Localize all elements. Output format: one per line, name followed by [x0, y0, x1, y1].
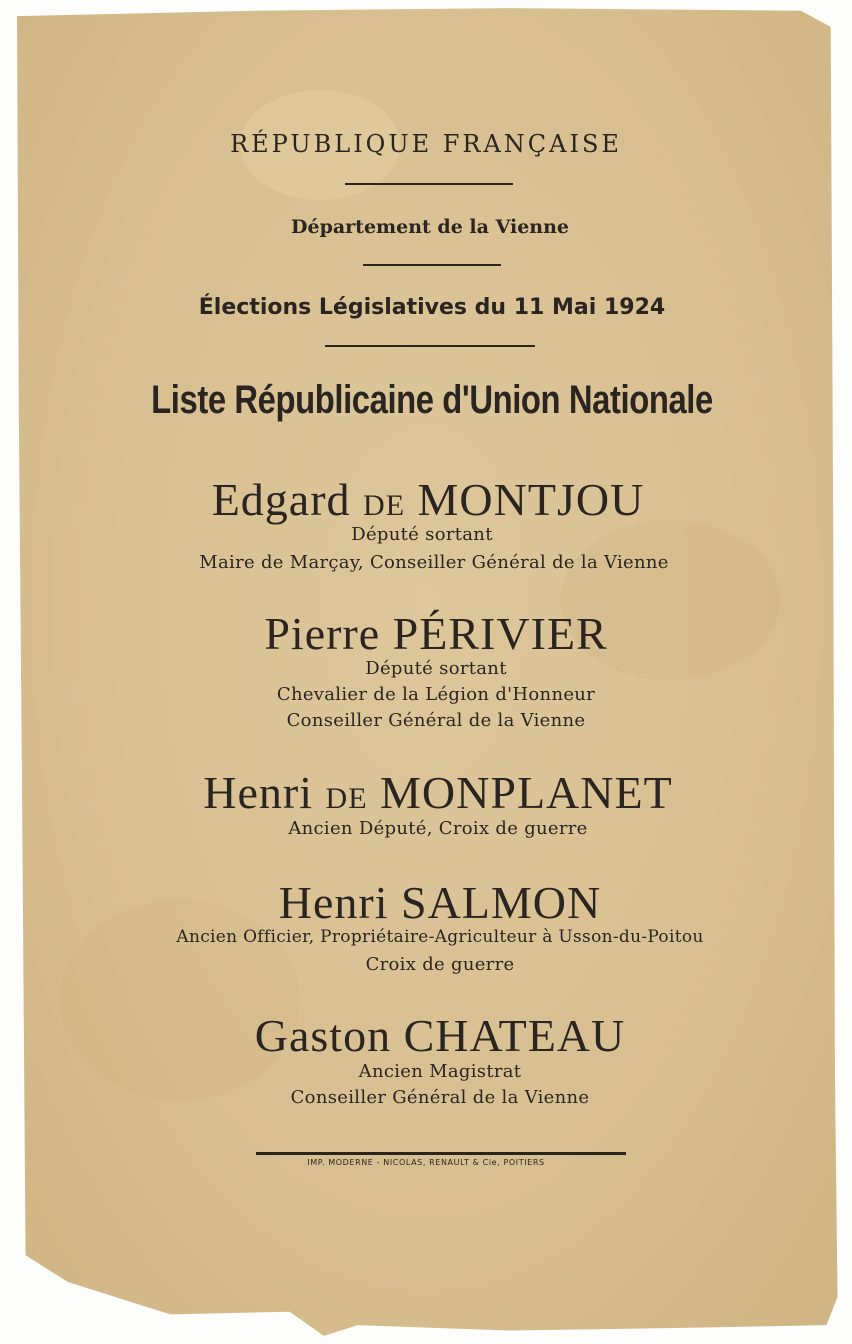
candidate-first-name: Pierre: [264, 608, 381, 659]
candidate-first-name: Henri: [203, 767, 314, 818]
candidate-particle: DE: [325, 782, 368, 815]
candidate-name: [10, 607, 852, 660]
divider-rule: [363, 264, 501, 266]
candidate-surname: PÉRIVIER: [392, 608, 608, 659]
list-title: Liste Républicaine d'Union Nationale: [151, 378, 713, 422]
candidate-name: [2, 473, 852, 526]
candidate-title: Député sortant: [365, 658, 507, 679]
candidate-title: Croix de guerre: [365, 954, 515, 975]
divider-rule: [325, 345, 535, 347]
candidate-surname: SALMON: [401, 877, 602, 928]
candidate-surname: MONPLANET: [380, 767, 673, 818]
republic-heading: RÉPUBLIQUE FRANÇAISE: [230, 130, 622, 158]
candidate-title: Ancien Officier, Propriétaire-Agriculteur à Usson-du-Poitou: [176, 927, 704, 947]
candidate-surname: MONTJOU: [417, 474, 645, 525]
candidate-surname: CHATEAU: [403, 1010, 626, 1061]
candidate-first-name: Edgard: [211, 474, 351, 525]
department-heading: Département de la Vienne: [291, 216, 569, 238]
candidate-first-name: Gaston: [254, 1010, 392, 1061]
candidate-title: Conseiller Général de la Vienne: [286, 710, 586, 731]
divider-rule: [345, 183, 513, 185]
election-heading: Élections Législatives du 11 Mai 1924: [198, 295, 666, 320]
candidate-name: [14, 1009, 852, 1062]
candidate-first-name: Henri: [278, 877, 389, 928]
candidate-name: [14, 876, 852, 929]
candidate-particle: DE: [363, 489, 406, 522]
candidate-title: Député sortant: [351, 524, 493, 545]
candidate-title: Conseiller Général de la Vienne: [290, 1087, 590, 1108]
candidate-title: Ancien Magistrat: [358, 1061, 522, 1082]
printer-imprint: IMP. MODERNE - NICOLAS, RENAULT & Cie, POITIERS: [307, 1158, 545, 1167]
candidate-title: Maire de Marçay, Conseiller Général de la Vienne: [199, 552, 669, 573]
candidate-title: Ancien Député, Croix de guerre: [288, 818, 588, 839]
footer-rule: [256, 1152, 626, 1155]
candidate-title: Chevalier de la Légion d'Honneur: [276, 684, 596, 705]
candidate-name: [12, 766, 852, 819]
